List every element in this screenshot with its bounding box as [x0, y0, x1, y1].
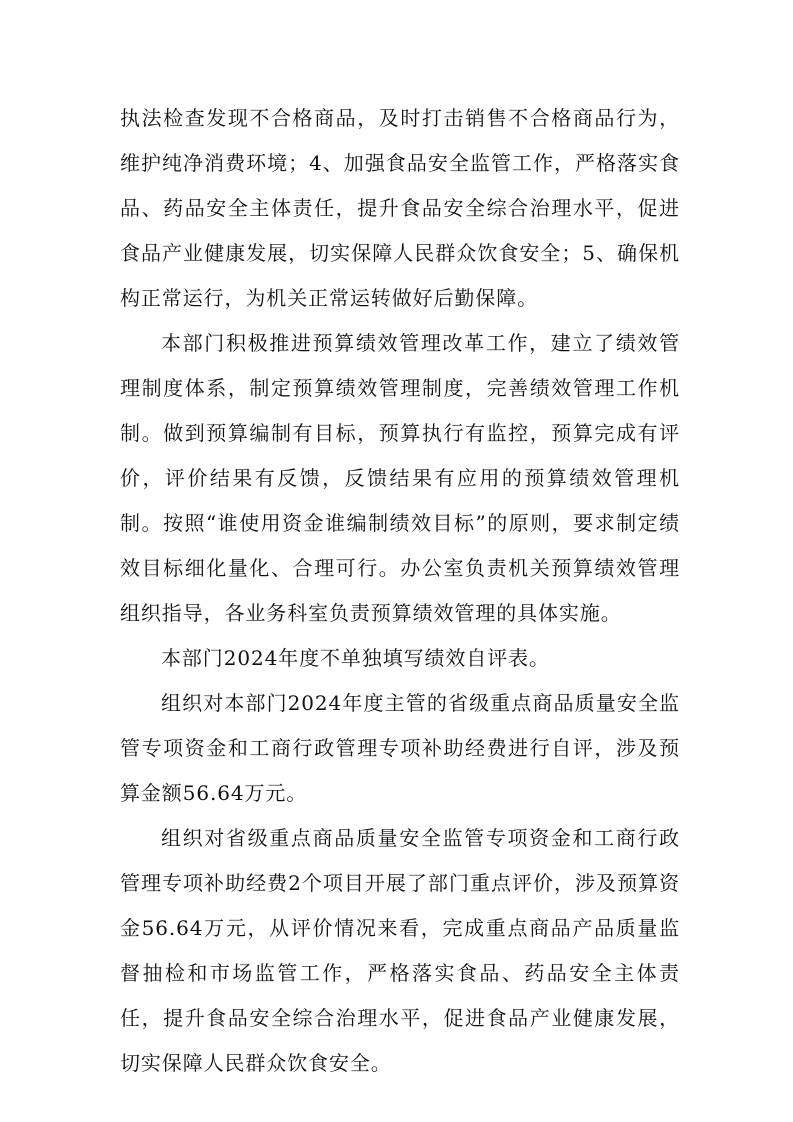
paragraph-self-evaluation: 组织对本部门2024年度主管的省级重点商品质量安全监管专项资金和工商行政管理专项补助经费进行自评，涉及预算金额56.64万元。 [120, 691, 680, 805]
paragraph-performance-management: 本部门积极推进预算绩效管理改革工作，建立了绩效管理制度体系，制定预算绩效管理制度，完善绩效管理工作机制。做到预算编制有目标，预算执行有监控，预算完成有评价，评价结果有反馈，反馈结果有应用的预算绩效管理机制。按照“谁使用资金谁编制绩效目标”的原则，要求制定绩效目标细化量化、合理可行。办公室负责机关预算绩效管理组织指导，各业务科室负责预算绩效管理的具体实施。 [120, 331, 680, 625]
paragraph-self-evaluation-note: 本部门2024年度不单独填写绩效自评表。 [161, 646, 550, 670]
paragraph-key-evaluation: 组织对省级重点商品质量安全监管专项资金和工商行政管理专项补助经费2个项目开展了部门重点评价，涉及预算资金56.64万元，从评价情况来看，完成重点商品产品质量监督抽检和市场监管工作，严格落实食品、药品安全主体责任，提升食品安全综合治理水平，促进食品产业健康发展，切实保障人民群众饮食安全。 [120, 826, 680, 1075]
document-body [120, 96, 680, 1086]
paragraph-continuation: 执法检查发现不合格商品，及时打击销售不合格商品行为，维护纯净消费环境；4、加强食品安全监管工作，严格落实食品、药品安全主体责任，提升食品安全综合治理水平，促进食品产业健康发展，切实保障人民群众饮食安全；5、确保机构正常运行，为机关正常运转做好后勤保障。 [120, 106, 680, 310]
